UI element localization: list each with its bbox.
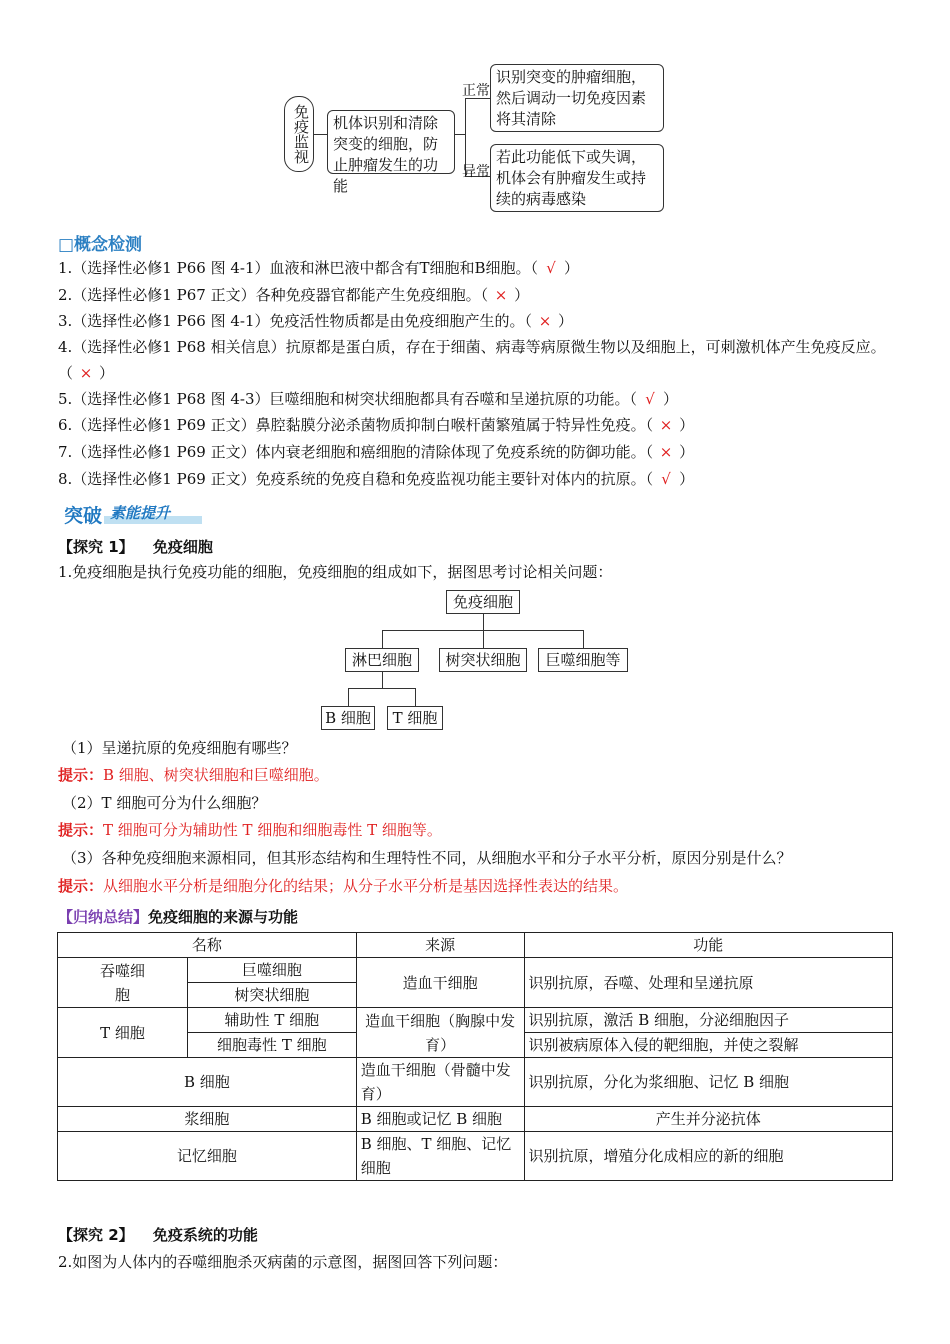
concept-definition: 机体识别和清除突变的细胞，防止肿瘤发生的功能	[333, 114, 439, 195]
explore1-intro: 1.免疫细胞是执行免疫功能的细胞，免疫细胞的组成如下，据图思考讨论相关问题：	[58, 563, 613, 581]
normal-text: 识别突变的肿瘤细胞，然后调动一切免疫因素将其清除	[496, 68, 647, 128]
tree-line	[483, 614, 484, 630]
cross-mark: ×	[659, 443, 673, 461]
plasma-source: B 细胞或记忆 B 细胞	[356, 1107, 524, 1132]
hint-label: 提示：	[58, 877, 104, 895]
header-function: 功能	[524, 933, 893, 958]
summary-table	[57, 932, 893, 1181]
hint-3	[58, 873, 628, 899]
question-2: （2）T 细胞可分为什么细胞？	[62, 794, 267, 812]
explore1-heading	[58, 536, 213, 557]
question-1: （1）呈递抗原的免疫细胞有哪些？	[62, 739, 297, 757]
summary-label: 【归纳总结】	[58, 908, 149, 926]
b-source: 造血干细胞（骨髓中发育）	[356, 1058, 524, 1107]
hint-label: 提示：	[58, 821, 104, 839]
check-item: 1.（选择性必修1 P66 图 4-1）血液和淋巴液中都含有T细胞和B细胞。（ √ ）	[58, 255, 893, 281]
hint-2	[58, 817, 442, 843]
summary-heading	[58, 906, 298, 927]
cross-mark: ×	[538, 312, 552, 330]
t-source: 造血干细胞（胸腺中发育）	[356, 1008, 524, 1058]
dendritic-cell: 树突状细胞	[187, 983, 356, 1008]
hint-label: 提示：	[58, 766, 104, 784]
question-3: （3）各种免疫细胞来源相同，但其形态结构和生理特性不同，从细胞水平和分子水平分析，原因分别是什么？	[62, 849, 792, 867]
normal-text-box	[490, 64, 664, 132]
check-item: 4.（选择性必修1 P68 相关信息）抗原都是蛋白质，存在于细菌、病毒等病原微生物以及细胞上，可刺激机体产生免疫反应。（ × ）	[58, 334, 893, 386]
concept-definition-box	[327, 110, 455, 195]
table-row	[58, 1132, 893, 1181]
table-row	[58, 958, 893, 983]
tree-line	[348, 688, 349, 706]
phagocyte-group: 吞噬细胞	[58, 958, 188, 1008]
cytotoxic-t-cell: 细胞毒性 T 细胞	[187, 1033, 356, 1058]
tree-node-lymphocyte: 淋巴细胞	[345, 648, 419, 672]
cross-mark: ×	[79, 364, 93, 382]
memory-function: 识别抗原，增殖分化成相应的新的细胞	[524, 1132, 893, 1181]
hint-text: T 细胞可分为辅助性 T 细胞和细胞毒性 T 细胞等。	[103, 821, 442, 839]
table-row	[58, 1107, 893, 1132]
phagocyte-source: 造血干细胞	[356, 958, 524, 1008]
check-item: 2.（选择性必修1 P67 正文）各种免疫器官都能产生免疫细胞。（ × ）	[58, 282, 893, 308]
breakthrough-subtitle: 素能提升	[110, 504, 171, 522]
hint-1	[58, 762, 329, 788]
abnormal-text: 若此功能低下或失调，机体会有肿瘤发生或持续的病毒感染	[496, 148, 647, 208]
explore2-heading	[58, 1224, 258, 1245]
check-item: 7.（选择性必修1 P69 正文）体内衰老细胞和癌细胞的清除体现了免疫系统的防御功能。（ × ）	[58, 439, 893, 465]
cytotoxic-t-function: 识别被病原体入侵的靶细胞，并使之裂解	[524, 1033, 893, 1058]
header-name: 名称	[58, 933, 357, 958]
tree-line	[583, 630, 584, 648]
abnormal-text-box	[490, 144, 664, 212]
tree-node-b-cell: B 细胞	[321, 706, 375, 730]
plasma-cell: 浆细胞	[58, 1107, 357, 1132]
tree-line	[382, 630, 383, 648]
explore1-title: 免疫细胞	[152, 538, 213, 556]
tree-line	[415, 688, 416, 706]
explore2-title: 免疫系统的功能	[152, 1226, 258, 1244]
cross-mark: ×	[494, 286, 508, 304]
check-item: 5.（选择性必修1 P68 图 4-3）巨噬细胞和树突状细胞都具有吞噬和呈递抗原的功能。（ √ ）	[58, 386, 893, 412]
header-source: 来源	[356, 933, 524, 958]
explore2-intro: 2.如图为人体内的吞噬细胞杀灭病菌的示意图，据图回答下列问题：	[58, 1253, 508, 1271]
abnormal-label: 异常	[462, 164, 490, 180]
hint-text: 从细胞水平分析是细胞分化的结果；从分子水平分析是基因选择性表达的结果。	[103, 877, 629, 895]
check-mark: √	[546, 259, 556, 277]
tree-node-dendritic: 树突状细胞	[439, 648, 527, 672]
explore2-label: 【探究 2】	[58, 1226, 134, 1244]
tree-node-t-cell: T 细胞	[387, 706, 443, 730]
memory-source: B 细胞、T 细胞、记忆细胞	[356, 1132, 524, 1181]
helper-t-function: 识别抗原，激活 B 细胞，分泌细胞因子	[524, 1008, 893, 1033]
t-group: T 细胞	[58, 1008, 188, 1058]
concept-check-title: □概念检测	[58, 235, 143, 255]
tree-root: 免疫细胞	[446, 590, 520, 614]
helper-t-cell: 辅助性 T 细胞	[187, 1008, 356, 1033]
check-item: 6.（选择性必修1 P69 正文）鼻腔黏膜分泌杀菌物质抑制白喉杆菌繁殖属于特异性免疫。（ × ）	[58, 412, 893, 438]
table-row	[58, 1008, 893, 1033]
cross-mark: ×	[659, 416, 673, 434]
macrophage-cell: 巨噬细胞	[187, 958, 356, 983]
check-mark: √	[645, 390, 655, 408]
b-cell: B 细胞	[58, 1058, 357, 1107]
normal-label: 正常	[462, 83, 490, 99]
tree-line	[348, 688, 416, 689]
memory-cell: 记忆细胞	[58, 1132, 357, 1181]
check-mark: √	[661, 470, 671, 488]
check-item: 8.（选择性必修1 P69 正文）免疫系统的免疫自稳和免疫监视功能主要针对体内的抗原。（ √ ）	[58, 466, 893, 492]
explore1-label: 【探究 1】	[58, 538, 134, 556]
check-item: 3.（选择性必修1 P66 图 4-1）免疫活性物质都是由免疫细胞产生的。（ × ）	[58, 308, 893, 334]
table-header-row	[58, 933, 893, 958]
breakthrough-title: 突破	[64, 505, 103, 527]
connector-line	[455, 134, 465, 135]
table-row	[58, 1058, 893, 1107]
concept-root: 免疫监视	[292, 104, 310, 164]
concept-root-box	[284, 96, 314, 172]
summary-title: 免疫细胞的来源与功能	[148, 908, 299, 926]
b-function: 识别抗原，分化为浆细胞、记忆 B 细胞	[524, 1058, 893, 1107]
breakthrough-banner	[64, 500, 204, 526]
phagocyte-function: 识别抗原，吞噬、处理和呈递抗原	[524, 958, 893, 1008]
tree-node-macrophage: 巨噬细胞等	[538, 648, 628, 672]
tree-line	[483, 630, 484, 648]
connector-line	[314, 134, 327, 135]
plasma-function: 产生并分泌抗体	[524, 1107, 893, 1132]
tree-line	[382, 672, 383, 688]
hint-text: B 细胞、树突状细胞和巨噬细胞。	[103, 766, 329, 784]
